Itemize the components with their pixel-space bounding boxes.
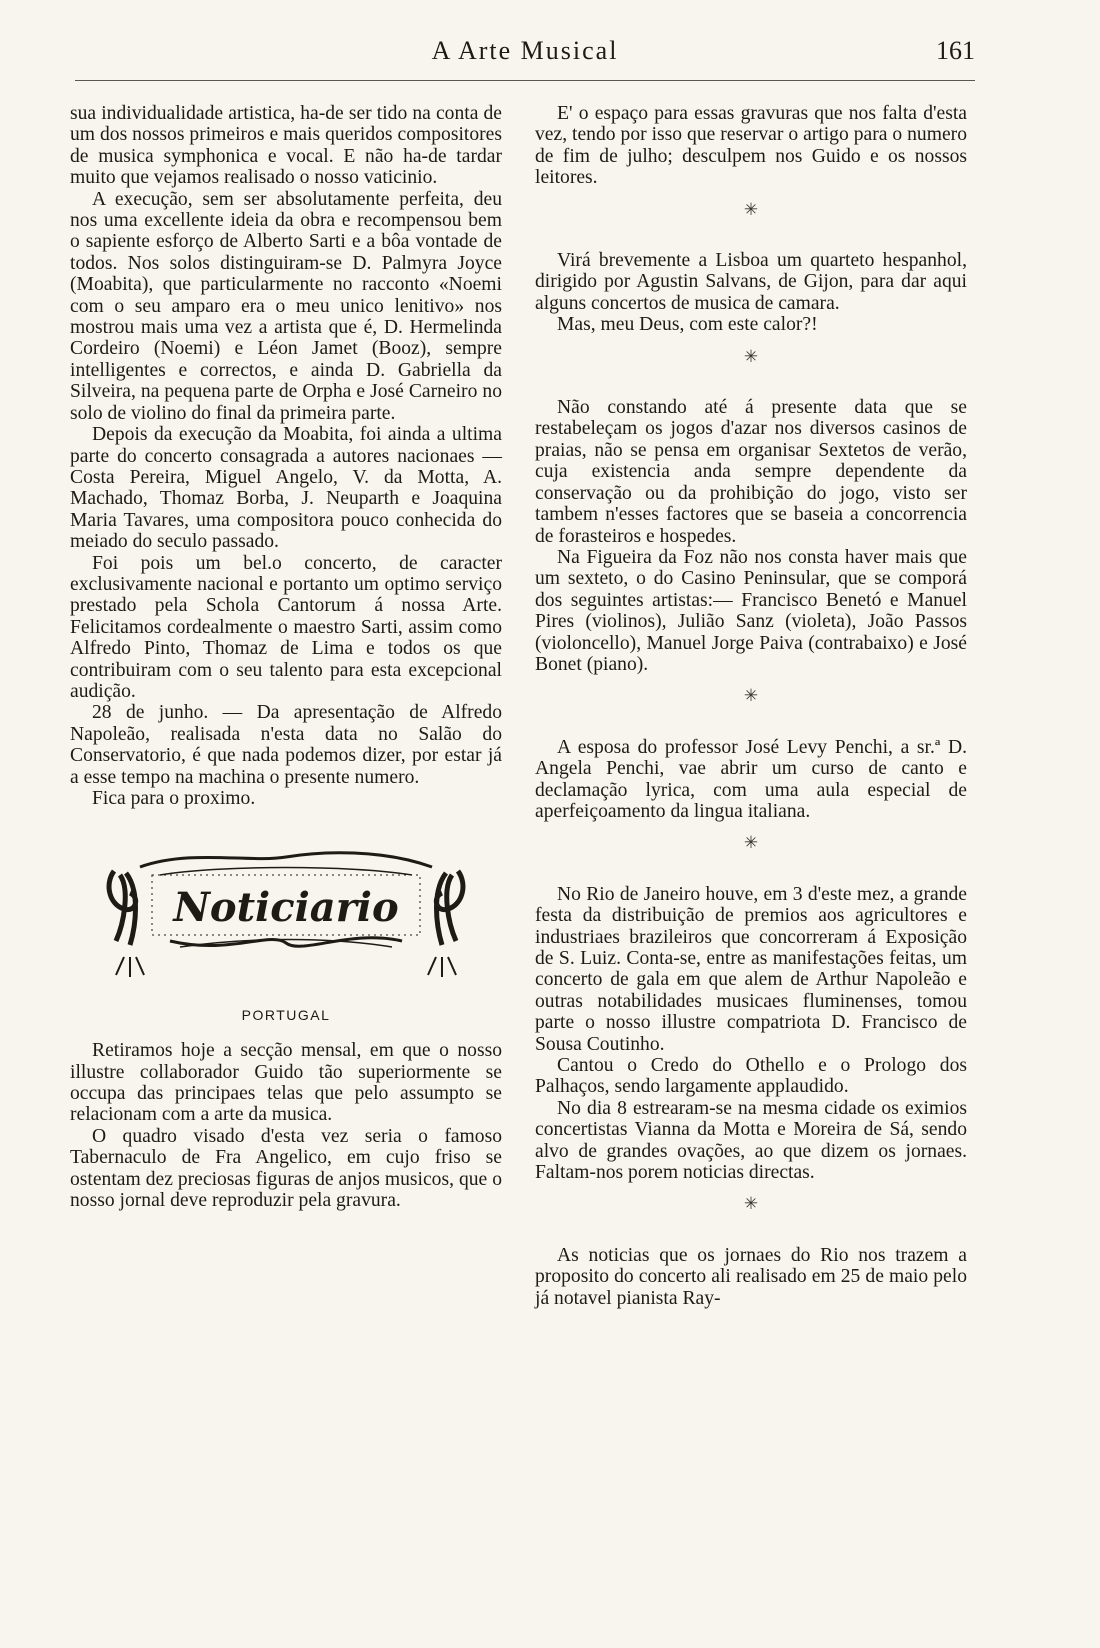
paragraph: No Rio de Janeiro houve, em 3 d'este mez, a grande festa da distribuição de premios aos agricultores e industriaes brazileiros que concorreram á Exposição de S. Luiz. Conta-se, entre as manifestações feitas, um concerto de gala em que alem de Arthur Napoleão e outras notabilidades musicaes fluminenses, tomou parte o nosso illustre compatriota D. Francisco de Sousa Coutinho. [535,883,967,1055]
page-header [75,36,975,76]
paragraph: Depois da execução da Moabita, foi ainda a ultima parte do concerto consagrada a autores nacionaes — Costa Pereira, Miguel Angelo, V. da Motta, A. Machado, Thomaz Borba, J. Neuparth e Joaquina Maria Tavares, uma compositora pouco conhecida do meiado do seculo passado. [70,424,502,553]
ornament-title: Noticiario [173,884,399,932]
paragraph: 28 de junho. — Da apresentação de Alfredo Napoleão, realisada n'esta data no Salão do Conservatorio, é que nada podemos dizer, por estar já a esse tempo na machina o presente numero. [70,702,502,788]
header-rule [75,80,975,81]
paragraph: Mas, meu Deus, com este calor?! [557,314,818,336]
paragraph: Cantou o Credo do Othello e o Prologo dos Palhaços, sendo largamente applaudido. [535,1055,967,1098]
paragraph: Virá brevemente a Lisboa um quarteto hespanhol, dirigido por Agustin Salvans, de Gijon, para dar aqui alguns concertos de musica de camara. [535,250,967,314]
left-column [70,103,502,1211]
noticiario-ornament [70,845,502,986]
paragraph: O quadro visado d'esta vez seria o famoso Tabernaculo de Fra Angelico, em cujo friso se ostentam dez preciosas figuras de anjos musicos, que o nosso jornal deve reproduzir pela gravura. [70,1125,502,1212]
paragraph: Retiramos hoje a secção mensal, em que o nosso illustre collaborador Guido tão superiormente se occupa das principaes telas que pelo assumpto se relacionam com a arte da musica. [70,1040,502,1126]
asterisk-separator: ✳ [743,686,759,706]
paragraph: E' o espaço para essas gravuras que nos falta d'esta vez, tendo por isso que reservar o artigo para o numero de fim de julho; desculpem nos Guido e os nossos leitores. [535,103,967,189]
right-column [535,103,967,1309]
journal-title: A Arte Musical [431,36,619,65]
asterisk-separator: ✳ [743,346,759,366]
paragraph: sua individualidade artistica, ha-de ser tido na conta de um dos nossos primeiros e mais queridos compositores de musica symphonica e vocal. E não ha-de tardar muito que vejamos realisado o nosso vaticinio. [70,103,502,189]
paragraph: A execução, sem ser absolutamente perfeita, deu nos uma excellente ideia da obra e recompensou bem o sapiente esforço de Alberto Sarti e a bôa vontade de todos. Nos solos distinguiram-se D. Palmyra Joyce (Moabita), que particularmente no racconto «Noemi com o seu amparo era o meu unico lenitivo» nos mostrou mais uma vez a artista que é, D. Hermelinda Cordeiro (Noemi) e Léon Jamet (Booz), sempre intelligentes e correctos, e ainda D. Gabriella da Silveira, na pequena parte de Orpha e José Carneiro no solo de violino do final da primeira parte. [70,188,502,424]
paragraph: Não constando até á presente data que se restabeleçam os jogos d'azar nos diversos casinos de praias, não se pensa em organisar Sextetos de verão, cuja existencia anda sempre dependente da conservação ou da prohibição do jogo, visto ser tambem n'esses factores que se baseia a concorrencia de forasteiros e hospedes. [535,397,967,547]
paragraph: Na Figueira da Foz não nos consta haver mais que um sexteto, o do Casino Peninsular, que se comporá dos seguintes artistas:— Francisco Benetó e Manuel Pires (violinos), Julião Sanz (violeta), João Passos (violoncello), Manuel Jorge Paiva (contrabaixo) e José Bonet (piano). [535,546,967,675]
asterisk-separator: ✳ [743,833,759,853]
ornament-banner-icon [100,845,472,981]
asterisk-separator: ✳ [743,199,759,219]
section-title: PORTUGAL [241,1006,331,1023]
page-number: 161 [936,36,975,65]
paragraph: Foi pois um bel.o concerto, de caracter exclusivamente nacional e portanto um optimo serviço prestado pela Schola Cantorum á nossa Arte. Felicitamos cordealmente o maestro Sarti, assim como Alfredo Pinto, Thomaz de Lima e todos os que contribuiram com o seu talento para esta excepcional audição. [70,552,502,702]
asterisk-separator: ✳ [743,1194,759,1214]
paragraph: A esposa do professor José Levy Penchi, a sr.ª D. Angela Penchi, vae abrir um curso de canto e declamação lyrica, com uma aula especial de aperfeiçoamento da lingua italiana. [535,736,967,822]
paragraph: No dia 8 estrearam-se na mesma cidade os eximios concertistas Vianna da Motta e Moreira de Sá, sendo alvo de grandes ovações, ao que dizem os jornaes. Faltam-nos porem noticias directas. [535,1097,967,1184]
paragraph: Fica para o proximo. [92,788,256,809]
paragraph: As noticias que os jornaes do Rio nos trazem a proposito do concerto ali realisado em 25 de maio pelo já notavel pianista Ray- [535,1244,967,1309]
